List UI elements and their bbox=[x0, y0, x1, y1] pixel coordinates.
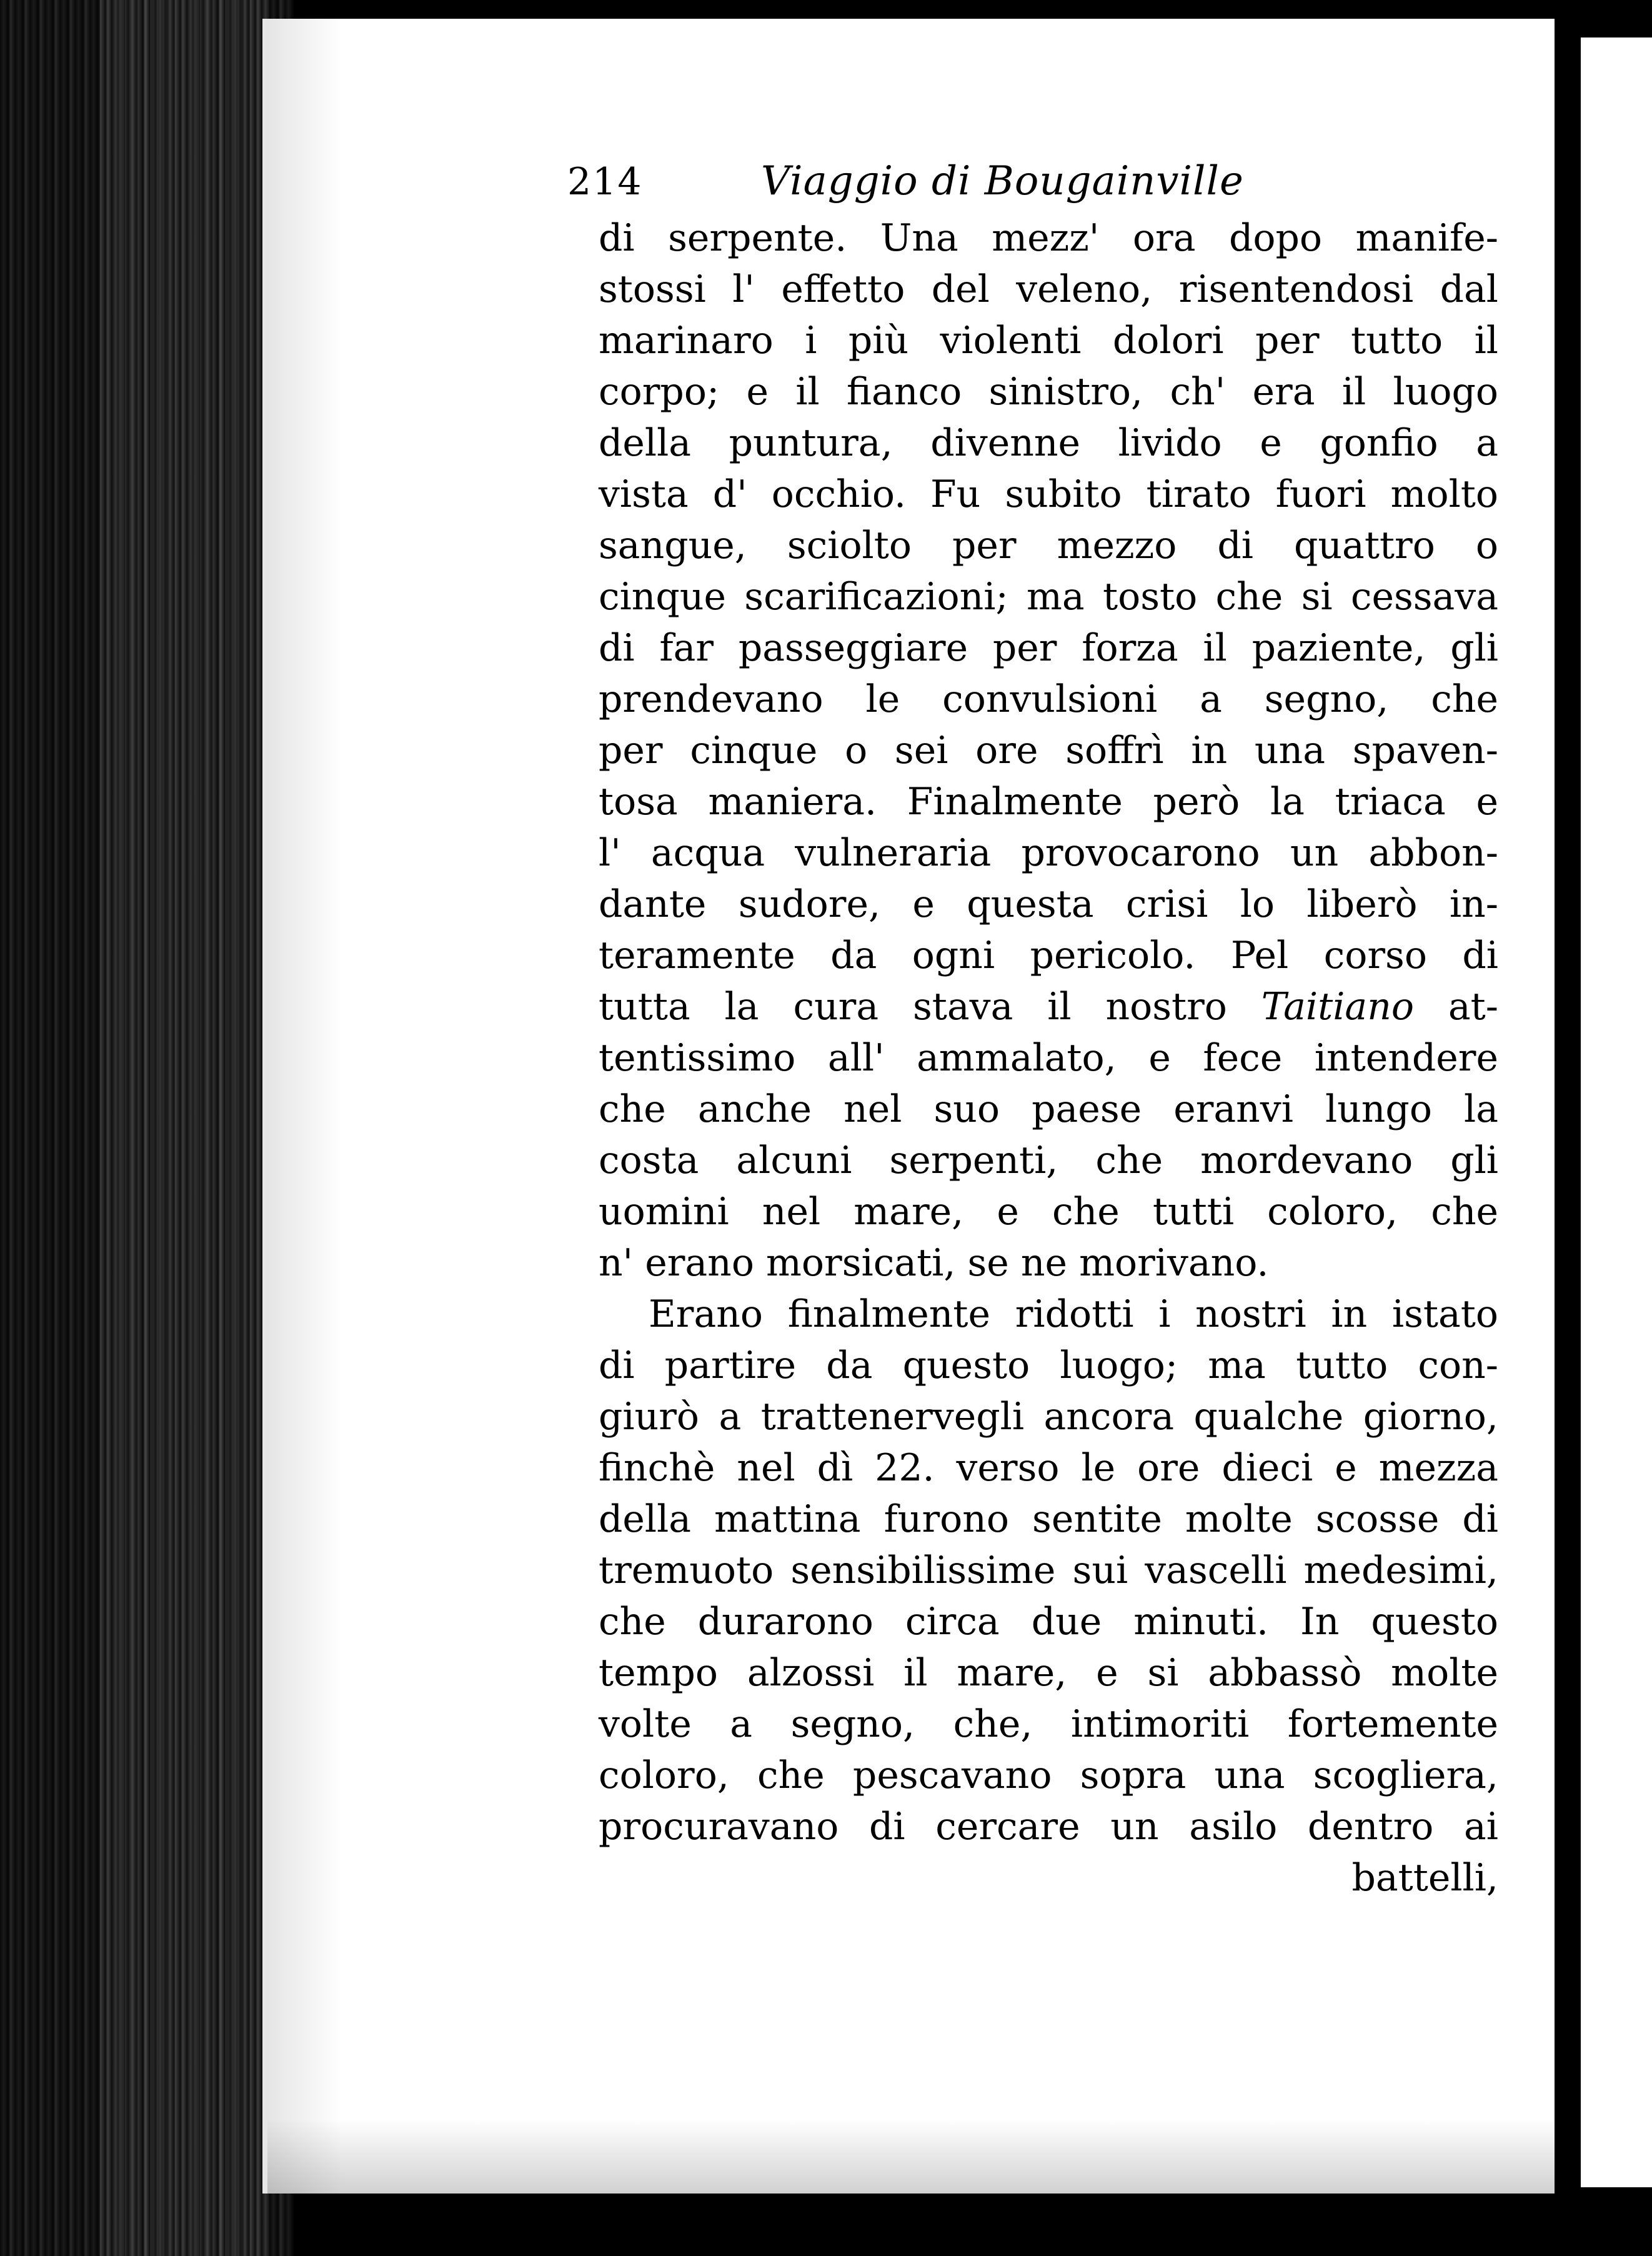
page-header bbox=[567, 150, 1498, 212]
text-line: stossi l' effetto del veleno, risentendosi dal bbox=[599, 267, 1498, 311]
page-content bbox=[567, 150, 1498, 1904]
text-line: cinque scarificazioni; ma tosto che si cessava bbox=[599, 575, 1498, 619]
binding-texture bbox=[100, 0, 269, 2256]
text-line: prendevano le convulsioni a segno, che bbox=[599, 677, 1498, 721]
text-line: della mattina furono sentite molte scosse di bbox=[599, 1497, 1498, 1541]
text-line: corpo; e il fianco sinistro, ch' era il luogo bbox=[599, 370, 1498, 414]
page-number: 214 bbox=[567, 160, 643, 204]
text-line: tentissimo all' ammalato, e fece intendere bbox=[599, 1036, 1498, 1080]
text-line: di serpente. Una mezz' ora dopo manife- bbox=[599, 216, 1498, 260]
text-line-paragraph-start: Erano finalmente ridotti i nostri in istato bbox=[649, 1292, 1498, 1336]
text-line: tutta la cura stava il nostro Taitiano at- bbox=[599, 985, 1498, 1029]
text-line: finchè nel dì 22. verso le ore dieci e mezza bbox=[599, 1446, 1498, 1490]
text-line: giurò a trattenervegli ancora qualche giorno, bbox=[599, 1395, 1498, 1439]
text-line: tosa maniera. Finalmente però la triaca e bbox=[599, 780, 1498, 824]
text-line: tempo alzossi il mare, e si abbassò molte bbox=[599, 1651, 1498, 1695]
text-line: procuravano di cercare un asilo dentro ai bbox=[599, 1805, 1498, 1849]
text-line: per cinque o sei ore soffrì in una spaven- bbox=[599, 729, 1498, 772]
text-line: coloro, che pescavano sopra una scogliera, bbox=[599, 1754, 1498, 1797]
text-line: della puntura, divenne livido e gonfio a bbox=[599, 421, 1498, 465]
italic-word: Taitiano bbox=[1261, 985, 1414, 1029]
text-line-paragraph-end: n' erano morsicati, se ne morivano. bbox=[599, 1241, 1269, 1285]
text-line: di far passeggiare per forza il paziente, gli bbox=[599, 626, 1498, 670]
text-line: costa alcuni serpenti, che mordevano gli bbox=[599, 1139, 1498, 1182]
text-line: che durarono circa due minuti. In questo bbox=[599, 1600, 1498, 1644]
text-line: tremuoto sensibilissime sui vascelli medesimi, bbox=[599, 1549, 1498, 1592]
running-title: Viaggio di Bougainville bbox=[761, 158, 1244, 204]
text-line: uomini nel mare, e che tutti coloro, che bbox=[599, 1190, 1498, 1234]
body-text bbox=[599, 212, 1498, 1904]
text-line: dante sudore, e questa crisi lo liberò in- bbox=[599, 882, 1498, 926]
text-line: volte a segno, che, intimoriti fortemente bbox=[599, 1702, 1498, 1746]
facing-page-edge bbox=[1575, 37, 1652, 2187]
text-line: marinaro i più violenti dolori per tutto il bbox=[599, 319, 1498, 362]
text-line: di partire da questo luogo; ma tutto con- bbox=[599, 1344, 1498, 1387]
catchword: battelli, bbox=[1351, 1856, 1498, 1900]
page-shadow-left bbox=[267, 19, 342, 2194]
page-shadow-bottom bbox=[267, 2119, 1555, 2194]
text-line: teramente da ogni pericolo. Pel corso di bbox=[599, 934, 1498, 977]
text-line: sangue, sciolto per mezzo di quattro o bbox=[599, 524, 1498, 567]
text-line: l' acqua vulneraria provocarono un abbon- bbox=[599, 831, 1498, 875]
text-line: che anche nel suo paese eranvi lungo la bbox=[599, 1087, 1498, 1131]
book-page bbox=[262, 19, 1555, 2194]
text-line: vista d' occhio. Fu subito tirato fuori molto bbox=[599, 472, 1498, 516]
